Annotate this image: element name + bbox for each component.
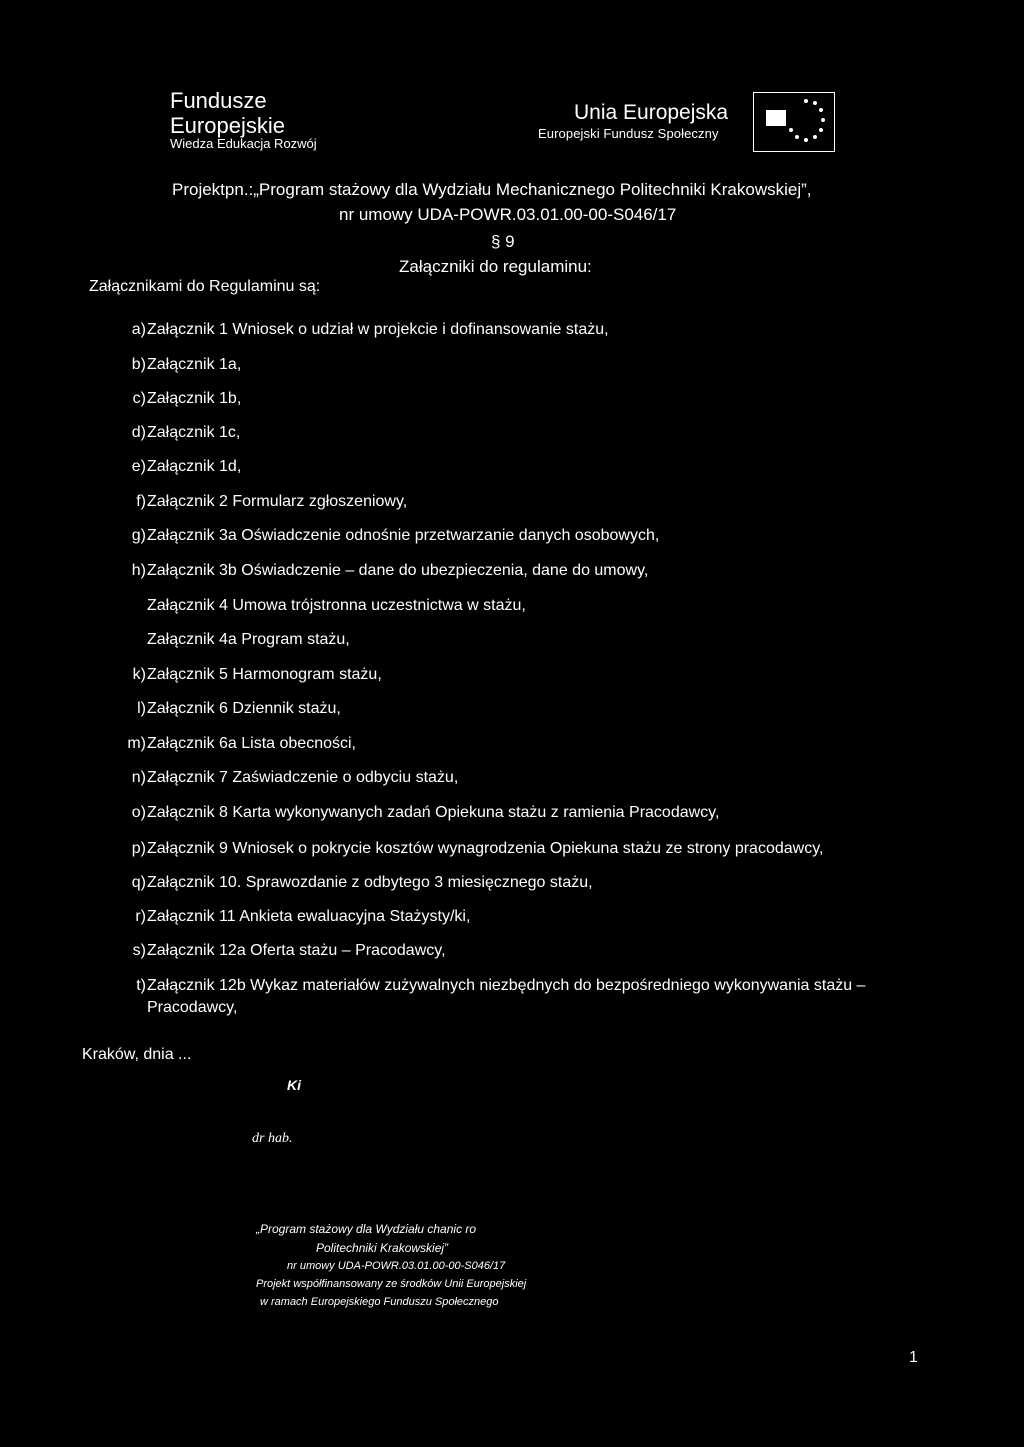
list-item: t) Załącznik 12b Wykaz materiałów zużywalnych niezbędnych do bezpośredniego wykonywania stażu – Pracodawcy, xyxy=(136,977,866,1016)
list-item: p) Załącznik 9 Wniosek o pokrycie kosztów wynagrodzenia Opiekuna stażu ze strony pracodawcy, xyxy=(131,840,824,857)
fe-logo-subtitle: Wiedza Edukacja Rozwój xyxy=(170,136,317,151)
list-item: h) Załącznik 3b Oświadczenie – dane do ubezpieczenia, dane do umowy, xyxy=(131,562,649,579)
ue-logo-subtitle: Europejski Fundusz Społeczny xyxy=(538,126,719,141)
project-contract-number: nr umowy UDA-POWR.03.01.00-00-S046/17 xyxy=(339,205,677,224)
list-item: f) Załącznik 2 Formularz zgłoszeniowy, xyxy=(136,493,408,510)
list-item: b) Załącznik 1a, xyxy=(131,356,242,373)
list-item: d) Załącznik 1c, xyxy=(131,424,241,441)
fe-logo-line2: Europejskie xyxy=(170,113,285,138)
list-item: m) Załącznik 6a Lista obecności, xyxy=(127,735,356,752)
eu-flag-icon xyxy=(753,92,835,152)
list-item: c) Załącznik 1b, xyxy=(132,390,242,407)
list-item: o) Załącznik 8 Karta wykonywanych zadań Opiekuna stażu z ramienia Pracodawcy, xyxy=(131,804,720,821)
page-number: 1 xyxy=(909,1349,918,1366)
stamp-line4: Projekt współfinansowany ze środków Unii Europejskiej xyxy=(256,1278,527,1290)
ue-logo-title: Unia Europejska xyxy=(574,101,729,124)
list-item: s) Załącznik 12a Oferta stażu – Pracodawcy, xyxy=(132,942,446,959)
fe-logo-line1: Fundusze xyxy=(170,88,267,113)
list-item: e) Załącznik 1d, xyxy=(131,458,242,475)
list-item: Załącznik 4a Program stażu, xyxy=(147,631,350,648)
list-item: k) Załącznik 5 Harmonogram stażu, xyxy=(132,666,382,683)
intro-text: Załącznikami do Regulaminu są: xyxy=(89,278,321,295)
list-item: n) Załącznik 7 Zaświadczenie o odbyciu stażu, xyxy=(131,769,459,786)
place-date: Kraków, dnia ... xyxy=(82,1046,192,1063)
paragraph-number: § 9 xyxy=(491,232,515,251)
signature-line1: Ki xyxy=(287,1077,301,1093)
stamp-line3: nr umowy UDA-POWR.03.01.00-00-S046/17 xyxy=(287,1260,506,1272)
list-item: g) Załącznik 3a Oświadczenie odnośnie przetwarzanie danych osobowych, xyxy=(131,527,660,544)
list-item: l) Załącznik 6 Dziennik stażu, xyxy=(137,700,341,717)
project-title-line1: Projektpn.:„Program stażowy dla Wydziału Mechanicznego Politechniki Krakowskiej”, xyxy=(172,180,812,199)
list-item: r) Załącznik 11 Ankieta ewaluacyjna Stażysty/ki, xyxy=(135,908,471,925)
list-item: q) Załącznik 10. Sprawozdanie z odbytego 3 miesięcznego stażu, xyxy=(131,874,593,891)
list-item: a) Załącznik 1 Wniosek o udział w projekcie i dofinansowanie stażu, xyxy=(131,321,609,338)
stamp-line1: „Program stażowy dla Wydziału chanic ro xyxy=(256,1222,477,1236)
list-item: Załącznik 4 Umowa trójstronna uczestnictwa w stażu, xyxy=(147,597,526,614)
stamp-line5: w ramach Europejskiego Funduszu Społecznego xyxy=(260,1296,499,1308)
signature-line2: dr hab. xyxy=(252,1131,293,1146)
fe-logo-title xyxy=(170,88,285,138)
section-title: Załączniki do regulaminu: xyxy=(399,257,592,276)
stamp-line2: Politechniki Krakowskiej” xyxy=(316,1241,449,1255)
